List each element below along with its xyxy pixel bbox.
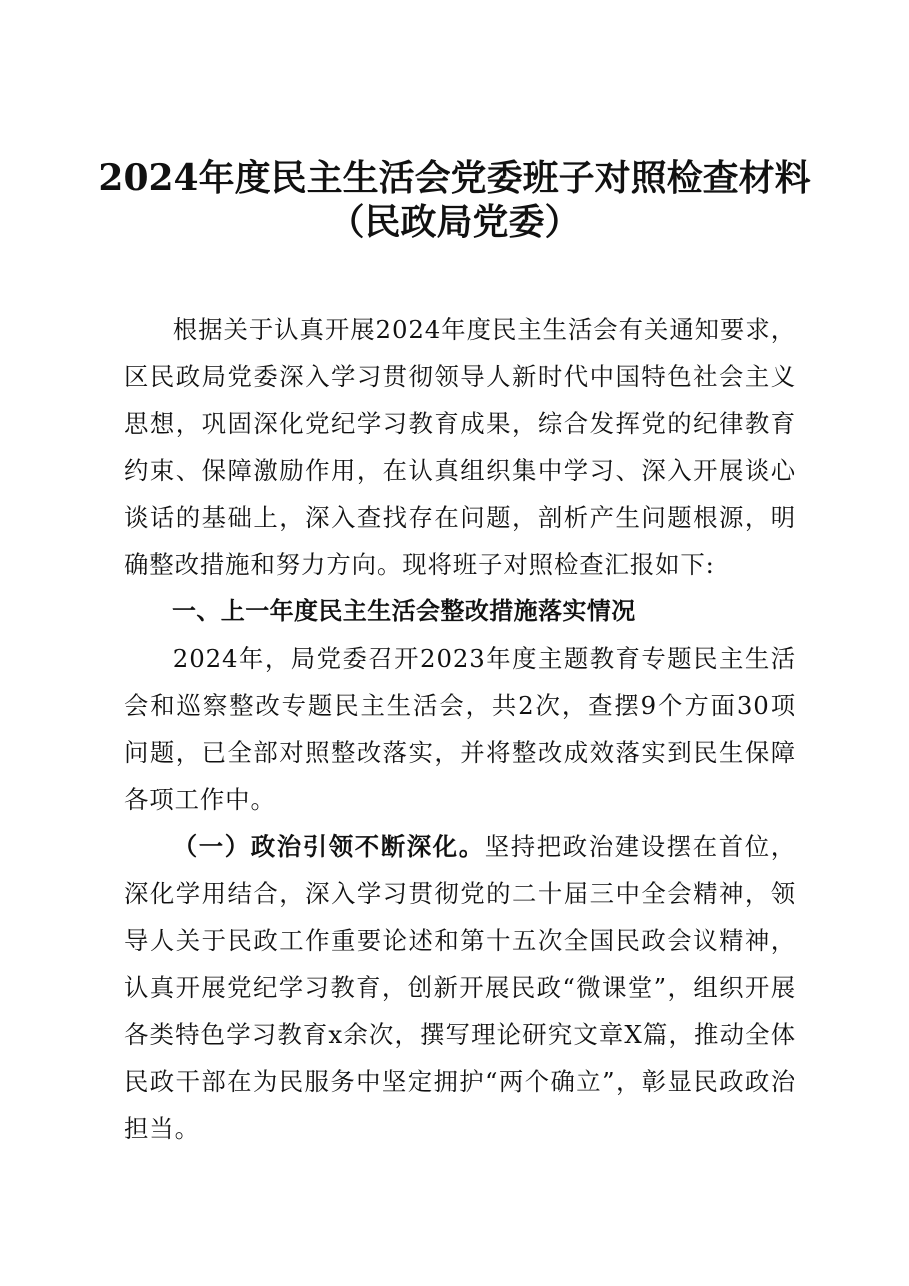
document-subtitle: （民政局党委） bbox=[328, 201, 581, 243]
document-body bbox=[124, 306, 796, 1152]
document-title: 2024年度民主生活会党委班子对照检查材料 bbox=[98, 157, 811, 199]
intro-paragraph: 根据关于认真开展2024年度民主生活会有关通知要求，区民政局党委深入学习贯彻领导人新时代中国特色社会主义思想，巩固深化党纪学习教育成果，综合发挥党的纪律教育约束、保障激励作用，在认真组织集中学习、深入开展谈心谈话的基础上，深入查找存在问题，剖析产生问题根源，明确整改措施和努力方向。现将班子对照检查汇报如下: bbox=[124, 315, 796, 579]
subsection-paragraph bbox=[124, 823, 796, 1152]
section-paragraph: 2024年，局党委召开2023年度主题教育专题民主生活会和巡察整改专题民主生活会，共2次，查摆9个方面30项问题，已全部对照整改落实，并将整改成效落实到民生保障各项工作中。 bbox=[124, 644, 796, 814]
section-heading: 一、上一年度民主生活会整改措施落实情况 bbox=[172, 597, 636, 625]
subsection-heading: （一）政治引领不断深化。 bbox=[172, 832, 485, 861]
subsection-text: 坚持把政治建设摆在首位，深化学用结合，深入学习贯彻党的二十届三中全会精神，领导人关于民政工作重要论述和第十五次全国民政会议精神，认真开展党纪学习教育，创新开展民政“微课堂”，组织开展各类特色学习教育x余次，撰写理论研究文章X篇，推动全体民政干部在为民服务中坚定拥护“两个确立”，彰显民政政治担当。 bbox=[124, 832, 796, 1143]
